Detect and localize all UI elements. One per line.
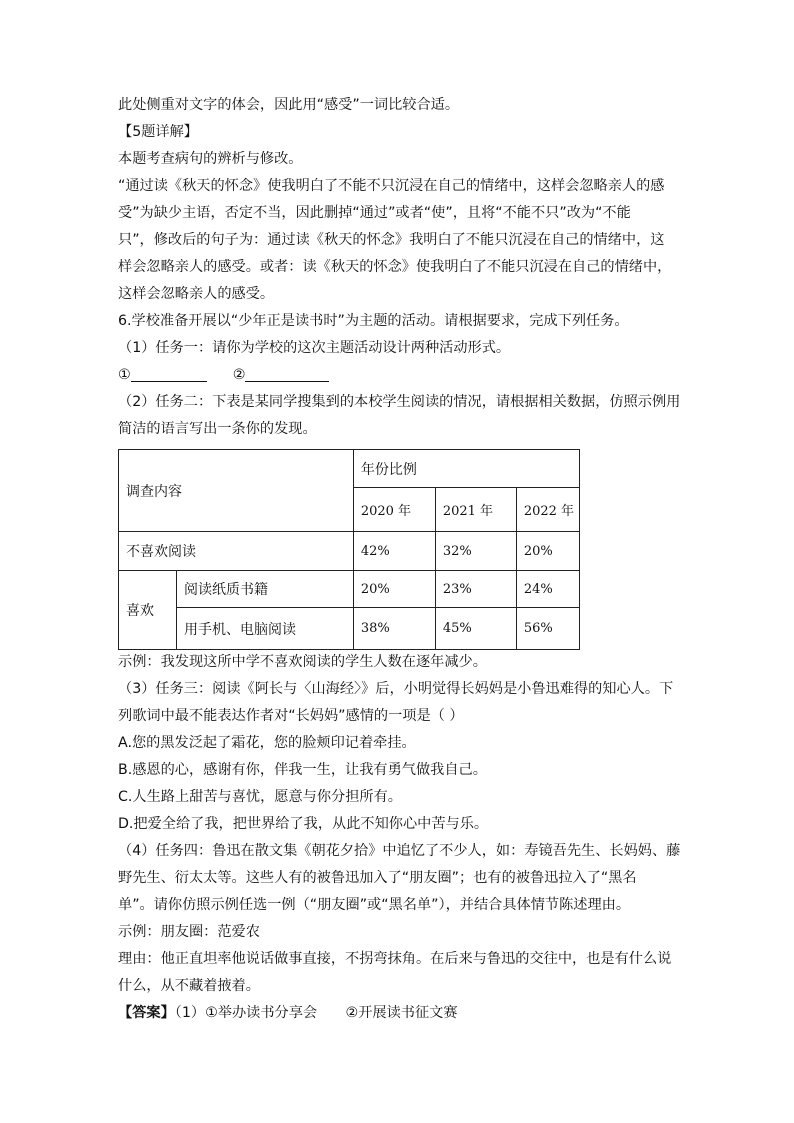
option-b: B.感恩的心，感谢有你，伴我一生，让我有勇气做我自己。	[118, 762, 487, 778]
text-line: 这样会忽略亲人的感受。	[118, 286, 275, 302]
example-line: 示例：朋友圈：范爱农	[118, 924, 260, 940]
table-cell: 42%	[353, 532, 435, 571]
blank-2-marker: ②	[232, 367, 246, 383]
row-label-like: 喜欢	[119, 571, 177, 650]
text-line: 理由：他正直坦率他说话做事直接，不拐弯抹角。在后来与鲁迅的交往中，也是有什么说	[118, 951, 672, 967]
example-line: 示例：我发现这所中学不喜欢阅读的学生人数在逐年减少。	[118, 654, 487, 670]
answer-blank-2[interactable]	[245, 365, 329, 382]
year-2022: 2022 年	[516, 488, 579, 532]
year-2021: 2021 年	[435, 488, 516, 532]
table-header-survey: 调查内容	[119, 450, 354, 532]
answer-line	[118, 1000, 678, 1027]
text-line: 什么，从不藏着掖着。	[118, 978, 260, 994]
text-line: 受”为缺少主语，否定不当，因此删掉“通过”或者“使”，且将“不能不只”改为“不能	[118, 205, 631, 221]
table-cell: 45%	[435, 608, 516, 650]
section-heading: 【5题详解】	[118, 124, 198, 140]
text-line: 单”。请你仿照示例任选一例（“朋友圈”或“黑名单”），并结合具体情节陈述理由。	[118, 897, 631, 913]
year-2020: 2020 年	[353, 488, 435, 532]
option-a: A.您的黑发泛起了霜花，您的脸颊印记着牵挂。	[118, 735, 416, 751]
row-label-paper: 阅读纸质书籍	[177, 571, 354, 608]
option-d: D.把爱全给了我，把世界给了我，从此不知你心中苦与乐。	[118, 816, 489, 832]
text-line: 只”，修改后的句子为：通过读《秋天的怀念》我明白了不能只沉浸在自己的情绪中，这	[118, 232, 665, 248]
table-cell: 20%	[353, 571, 435, 608]
option-c: C.人生路上甜苦与喜忧，愿意与你分担所有。	[118, 789, 402, 805]
table-cell: 20%	[516, 532, 579, 571]
table-header-ratio: 年份比例	[353, 450, 579, 488]
text-line: 简洁的语言写出一条你的发现。	[118, 421, 317, 437]
text-line: 此处侧重对文字的体会，因此用“感受”一词比较合适。	[118, 97, 460, 113]
text-line: 野先生、衍太太等。这些人有的被鲁迅加入了“朋友圈”；也有的被鲁迅拉入了“黑名	[118, 870, 637, 886]
text-line: 样会忽略亲人的感受。或者：读《秋天的怀念》使我明白了不能只沉浸在自己的情绪中，	[118, 259, 672, 275]
row-label-dislike: 不喜欢阅读	[119, 532, 354, 571]
table-cell: 38%	[353, 608, 435, 650]
text-line: 本题考查病句的辨析与修改。	[118, 151, 303, 167]
blank-1-marker: ①	[118, 367, 131, 383]
table-cell: 56%	[516, 608, 579, 650]
task-2: （2）任务二：下表是某同学搜集到的本校学生阅读的情况，请根据相关数据，仿照示例用	[118, 394, 681, 410]
document-page	[118, 92, 681, 1027]
table-cell: 24%	[516, 571, 579, 608]
table-cell: 32%	[435, 532, 516, 571]
text-line: 列歌词中最不能表达作者对“长妈妈”感情的一项是（ ）	[118, 708, 464, 724]
text-line: “通过读《秋天的怀念》使我明白了不能不只沉浸在自己的情绪中，这样会忽略亲人的感	[118, 178, 665, 194]
row-label-phone: 用手机、电脑阅读	[177, 608, 354, 650]
task-4: （4）任务四：鲁迅在散文集《朝花夕拾》中追忆了不少人，如：寿镜吾先生、长妈妈、藤	[118, 843, 681, 859]
reading-survey-table	[118, 449, 580, 650]
task-1: （1）任务一：请你为学校的这次主题活动设计两种活动形式。	[118, 340, 511, 356]
answer-blanks	[118, 362, 678, 389]
answer-blank-1[interactable]	[131, 365, 207, 382]
question-6: 6.学校准备开展以“少年正是读书时”为主题的活动。请根据要求，完成下列任务。	[118, 313, 629, 329]
task-3: （3）任务三：阅读《阿长与〈山海经〉》后，小明觉得长妈妈是小鲁迅难得的知心人。下	[118, 681, 674, 697]
table-cell: 23%	[435, 571, 516, 608]
answer-tag: 【答案】	[118, 1005, 175, 1021]
answer-text: （1）①举办读书分享会 ②开展读书征文赛	[174, 1005, 458, 1021]
